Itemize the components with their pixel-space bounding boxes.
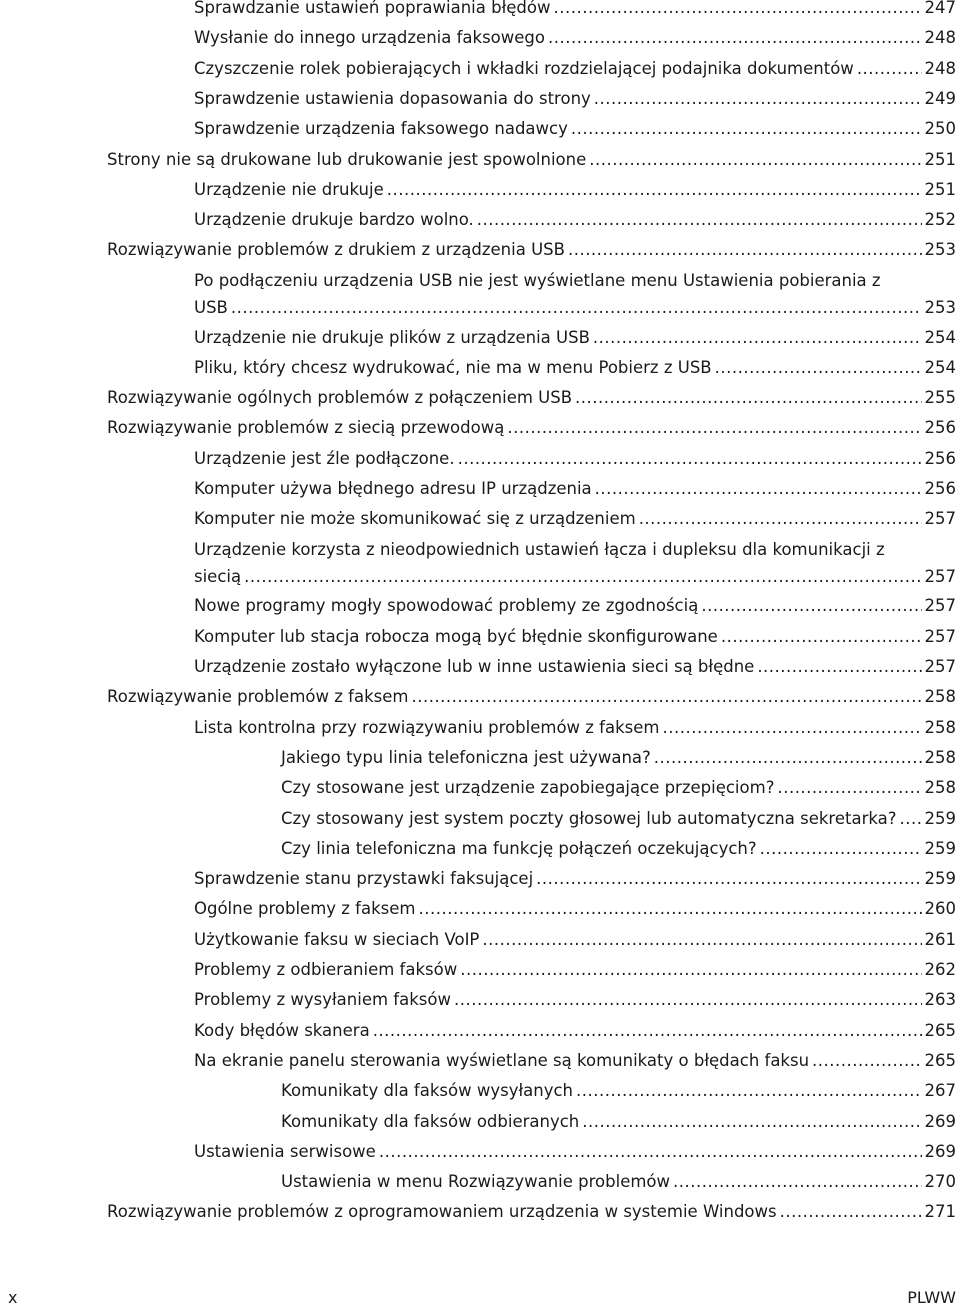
toc-leader-dots (458, 445, 922, 472)
toc-entry[interactable] (194, 115, 960, 142)
toc-entry-page-number: 263 (924, 990, 956, 1010)
toc-leader-dots (701, 592, 921, 619)
toc-entry-page-number: 249 (924, 88, 956, 108)
toc-entry-title: Problemy z odbieraniem faksów (194, 960, 458, 979)
toc-entry[interactable] (194, 505, 960, 532)
toc-entry[interactable] (194, 85, 960, 112)
toc-leader-dots (595, 475, 922, 502)
toc-leader-dots (536, 865, 921, 892)
toc-entry-row (194, 956, 960, 983)
toc-entry[interactable] (107, 683, 960, 710)
toc-entry[interactable] (194, 986, 960, 1013)
toc-entry[interactable] (281, 835, 960, 862)
toc-leader-dots (721, 623, 922, 650)
toc-entry-page-number: 257 (924, 566, 956, 586)
toc-entry-page-number: 256 (924, 418, 956, 438)
toc-entry-row (194, 505, 960, 532)
toc-entry-row (194, 24, 960, 51)
toc-entry-row (281, 1168, 960, 1195)
toc-entry[interactable] (194, 592, 960, 619)
toc-leader-dots (757, 653, 921, 680)
toc-entry-title: Czy stosowane jest urządzenie zapobiegające przepięciom? (281, 778, 775, 798)
toc-leader-dots (507, 414, 921, 441)
toc-leader-dots (571, 115, 922, 142)
footer-page-number: x (8, 1288, 18, 1307)
toc-entry[interactable] (194, 956, 960, 983)
toc-entry[interactable] (194, 1138, 960, 1165)
toc-leader-dots (548, 24, 922, 51)
toc-entry-row (194, 895, 960, 922)
toc-entry[interactable] (281, 805, 960, 832)
toc-entry[interactable] (281, 1077, 960, 1104)
toc-entry[interactable] (194, 445, 960, 472)
toc-entry-row (194, 1017, 960, 1044)
toc-entry-title: Rozwiązywanie problemów z oprogramowaniem urządzenia w systemie Windows (107, 1202, 777, 1222)
toc-leader-dots (387, 176, 922, 203)
toc-entry-row (194, 653, 960, 680)
toc-entry-row (194, 563, 960, 590)
toc-entry-row (194, 926, 960, 953)
toc-leader-dots (589, 146, 921, 173)
toc-entry-title: Komunikaty dla faksów wysyłanych (281, 1081, 574, 1101)
toc-entry-page-number: 271 (924, 1202, 956, 1222)
toc-entry-title: Ustawienia serwisowe (194, 1141, 376, 1161)
toc-entry-row (194, 475, 960, 502)
toc-entry-page-number: 258 (924, 717, 956, 737)
toc-entry[interactable] (107, 146, 960, 173)
toc-entry-page-number: 267 (924, 1081, 956, 1101)
toc-entry[interactable] (281, 774, 960, 801)
toc-entry[interactable] (194, 176, 960, 203)
toc-entry-row (107, 1198, 960, 1225)
toc-leader-dots (482, 926, 921, 953)
toc-entry[interactable] (281, 1168, 960, 1195)
toc-entry-row (194, 324, 960, 351)
toc-entry-title: Kody błędów skanera (194, 1020, 370, 1040)
toc-entry-page-number: 251 (924, 149, 956, 169)
toc-entry-title: Rozwiązywanie problemów z faksem (107, 687, 409, 707)
toc-leader-dots (639, 505, 922, 532)
toc-entry-row (107, 384, 960, 411)
toc-entry-row (194, 0, 960, 21)
toc-entry-page-number: 269 (924, 1141, 956, 1161)
toc-leader-dots (554, 0, 922, 21)
toc-entry-title: Czy stosowany jest system poczty głosowej lub automatyczna sekretarka? (281, 808, 897, 828)
toc-entry-row (194, 115, 960, 142)
toc-entry-title-line: Po podłączeniu urządzenia USB nie jest wyświetlane menu Ustawienia pobierania z (194, 270, 881, 290)
toc-entry-row (194, 1138, 960, 1165)
toc-leader-dots (654, 744, 922, 771)
toc-entry-page-number: 259 (924, 869, 956, 889)
toc-entry-page-number: 252 (924, 210, 956, 230)
toc-leader-dots (418, 895, 921, 922)
footer-locale: PLWW (907, 1288, 956, 1307)
toc-entry-page-number: 270 (924, 1172, 956, 1192)
toc-entry-page-number: 250 (924, 119, 956, 139)
toc-entry-page-number: 265 (924, 1020, 956, 1040)
toc-entry-row (194, 176, 960, 203)
toc-leader-dots (777, 774, 921, 801)
toc-leader-dots (780, 1198, 922, 1225)
toc-leader-dots (857, 55, 922, 82)
toc-entry[interactable] (281, 744, 960, 771)
toc-entry[interactable] (194, 926, 960, 953)
toc-entry-page-number: 248 (924, 28, 956, 48)
toc-entry[interactable] (107, 384, 960, 411)
toc-entry-page-number: 258 (924, 747, 956, 767)
toc-entry-page-number: 257 (924, 657, 956, 676)
toc-entry-page-number: 262 (924, 960, 956, 979)
toc-entry-title: Urządzenie nie drukuje plików z urządzenia USB (194, 327, 590, 347)
toc-leader-dots (593, 324, 922, 351)
toc-entry-title: Ogólne problemy z faksem (194, 899, 416, 919)
toc-entry[interactable] (194, 536, 960, 590)
toc-entry-page-number: 259 (924, 838, 956, 858)
toc-entry[interactable] (194, 865, 960, 892)
toc-entry[interactable] (194, 475, 960, 502)
toc-entry-page-number: 258 (924, 687, 956, 707)
toc-entry-title: Pliku, który chcesz wydrukować, nie ma w menu Pobierz z USB (194, 357, 712, 377)
toc-entry[interactable] (107, 414, 960, 441)
toc-leader-dots (231, 294, 922, 321)
toc-entry-title: Urządzenie zostało wyłączone lub w inne ustawienia sieci są błędne (194, 657, 755, 676)
toc-entry-page-number: 248 (924, 58, 956, 78)
toc-entry-title: USB (194, 297, 228, 317)
toc-leader-dots (760, 835, 922, 862)
toc-entry-row (194, 714, 960, 741)
toc-entry-row (194, 206, 960, 233)
toc-entry-page-number: 261 (924, 929, 956, 949)
toc-leader-dots (373, 1017, 922, 1044)
toc-entry[interactable] (194, 1017, 960, 1044)
toc-entry[interactable] (194, 895, 960, 922)
toc-entry-title: Rozwiązywanie problemów z drukiem z urządzenia USB (107, 240, 565, 260)
toc-entry-title: Komunikaty dla faksów odbieranych (281, 1111, 580, 1131)
toc-entry-row (281, 805, 960, 832)
toc-leader-dots (454, 986, 922, 1013)
toc-entry-row (194, 1047, 960, 1074)
toc-entry-title: siecią (194, 566, 242, 586)
toc-entry-page-number: 254 (924, 327, 956, 347)
toc-entry-title: Urządzenie jest źle podłączone. (194, 448, 455, 468)
toc-entry-row (194, 592, 960, 619)
toc-entry-page-number: 257 (924, 596, 956, 616)
toc-entry-title: Lista kontrolna przy rozwiązywaniu problemów z faksem (194, 717, 660, 737)
toc-entry[interactable] (194, 714, 960, 741)
toc-leader-dots (900, 805, 922, 832)
toc-entry-title: Wysłanie do innego urządzenia faksowego (194, 28, 545, 48)
toc-entry-page-number: 260 (924, 899, 956, 919)
toc-entry-title: Sprawdzenie stanu przystawki faksującej (194, 869, 534, 889)
toc-entry[interactable] (194, 653, 960, 680)
toc-entry-title: Rozwiązywanie ogólnych problemów z połączeniem USB (107, 388, 573, 408)
toc-entry[interactable] (281, 1108, 960, 1135)
toc-entry[interactable] (107, 236, 960, 263)
toc-entry-row (107, 683, 960, 710)
toc-entry-title: Problemy z wysyłaniem faksów (194, 990, 451, 1010)
toc-leader-dots (460, 956, 921, 983)
toc-entry-row (107, 236, 960, 263)
toc-entry-page-number: 256 (924, 448, 956, 468)
toc-entry-row (281, 1077, 960, 1104)
toc-entry-row (281, 1108, 960, 1135)
toc-entry[interactable] (194, 24, 960, 51)
toc-entry-row (194, 294, 960, 321)
toc-entry-row (281, 835, 960, 862)
toc-entry[interactable] (194, 206, 960, 233)
toc-entry-row (194, 85, 960, 112)
toc-entry-page-number: 257 (924, 626, 956, 646)
toc-entry-row (281, 744, 960, 771)
toc-leader-dots (244, 563, 921, 590)
toc-leader-dots (568, 236, 922, 263)
toc-entry-row (194, 445, 960, 472)
toc-entry-row (194, 55, 960, 82)
toc-entry[interactable] (194, 55, 960, 82)
toc-leader-dots (812, 1047, 921, 1074)
toc-entry-title: Czy linia telefoniczna ma funkcję połączeń oczekujących? (281, 838, 757, 858)
toc-leader-dots (715, 354, 922, 381)
toc-entry-title: Użytkowanie faksu w sieciach VoIP (194, 929, 480, 949)
toc-entry-page-number: 251 (924, 179, 956, 199)
toc-leader-dots (673, 1168, 921, 1195)
toc-entry-row (281, 774, 960, 801)
toc-entry-title: Rozwiązywanie problemów z siecią przewodową (107, 418, 505, 438)
toc-entry-title: Sprawdzenie urządzenia faksowego nadawcy (194, 119, 568, 139)
toc-entry-title: Komputer lub stacja robocza mogą być błędnie skonfigurowane (194, 626, 718, 646)
toc-entry-title: Strony nie są drukowane lub drukowanie jest spowolnione (107, 149, 587, 169)
toc-entry-page-number: 254 (924, 357, 956, 377)
toc-leader-dots (576, 1077, 921, 1104)
toc-entry[interactable] (107, 1198, 960, 1225)
toc-entry-page-number: 269 (924, 1111, 956, 1131)
toc-entry-page-number: 255 (924, 388, 956, 408)
toc-entry-title: Sprawdzanie ustawień poprawiania błędów (194, 0, 551, 17)
toc-entry-title: Komputer używa błędnego adresu IP urządzenia (194, 479, 592, 498)
toc-entry-title: Urządzenie nie drukuje (194, 179, 384, 199)
toc-entry-title: Czyszczenie rolek pobierających i wkładki rozdzielającej podajnika dokumentów (194, 58, 854, 78)
toc-entry-page-number: 259 (924, 808, 956, 828)
toc-entry-page-number: 256 (924, 479, 956, 498)
toc-entry[interactable] (194, 354, 960, 381)
toc-entry[interactable] (194, 324, 960, 351)
toc-entry[interactable] (194, 623, 960, 650)
toc-entry-title: Ustawienia w menu Rozwiązywanie problemów (281, 1172, 671, 1192)
toc-entry-title: Sprawdzenie ustawienia dopasowania do strony (194, 88, 591, 108)
toc-leader-dots (662, 714, 921, 741)
toc-entry-title: Na ekranie panelu sterowania wyświetlane są komunikaty o błędach faksu (194, 1050, 810, 1070)
toc-entry-row (194, 354, 960, 381)
toc-entry-page-number: 253 (924, 240, 956, 260)
toc-entry[interactable] (194, 0, 960, 21)
toc-entry-page-number: 257 (924, 509, 956, 529)
toc-leader-dots (379, 1138, 922, 1165)
toc-entry-row (107, 414, 960, 441)
toc-entry-row (194, 623, 960, 650)
toc-entry[interactable] (194, 1047, 960, 1074)
toc-entry-title: Komputer nie może skomunikować się z urządzeniem (194, 509, 636, 529)
toc-entry-row (194, 986, 960, 1013)
toc-entry-title: Urządzenie drukuje bardzo wolno. (194, 210, 474, 230)
toc-leader-dots (575, 384, 921, 411)
toc-leader-dots (477, 206, 922, 233)
toc-entry-row (194, 865, 960, 892)
toc-entry[interactable] (194, 267, 960, 321)
toc-entry-row (107, 146, 960, 173)
toc-leader-dots (594, 85, 922, 112)
toc-entry-page-number: 247 (924, 0, 956, 17)
toc-entry-title: Nowe programy mogły spowodować problemy ze zgodnością (194, 596, 699, 616)
toc-entry-page-number: 265 (924, 1050, 956, 1070)
toc-leader-dots (411, 683, 921, 710)
toc-entry-title-line: Urządzenie korzysta z nieodpowiednich ustawień łącza i dupleksu dla komunikacji z (194, 539, 885, 559)
toc-leader-dots (582, 1108, 921, 1135)
toc-entry-title: Jakiego typu linia telefoniczna jest używana? (281, 747, 651, 767)
toc-entry-page-number: 258 (924, 778, 956, 798)
toc-entry-page-number: 253 (924, 297, 956, 317)
